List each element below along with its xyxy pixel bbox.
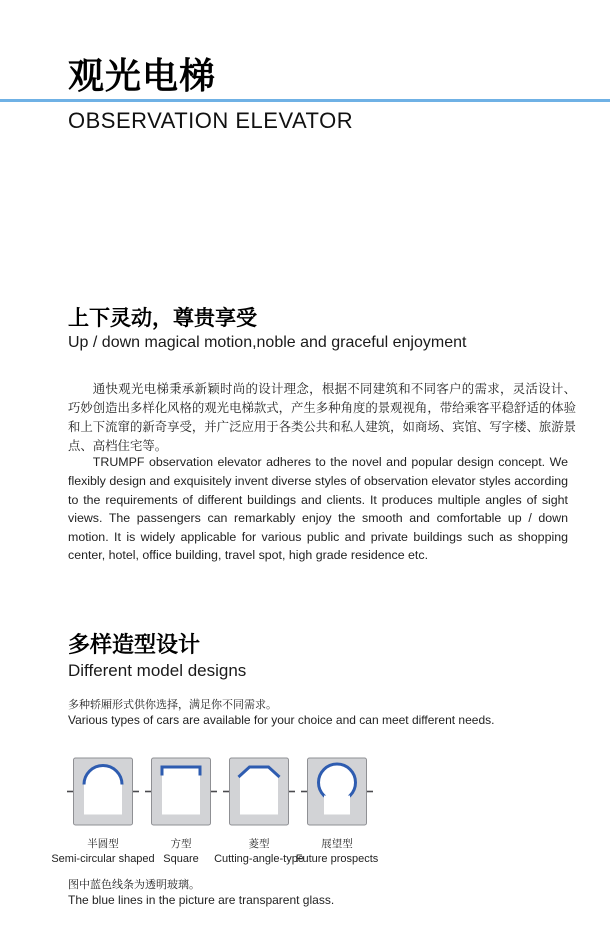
motion-paragraph-zh: 通快观光电梯秉承新颖时尚的设计理念，根据不同建筑和不同客户的需求，灵活设计、巧妙创造出多样化风格的观光电梯款式，产生多种角度的景观视角，带给乘客平稳舒适的体验和上下流窜的新奇享受，并广泛应用于各类公共和私人建筑，如商场、宾馆、写字楼、旅游景点、高档住宅等。 xyxy=(68,382,577,454)
model-label-en: Cutting-angle-type xyxy=(214,853,304,865)
square-car-diagram-icon xyxy=(145,757,217,826)
glass-note-zh: 图中蓝色线条为透明玻璃。 xyxy=(68,879,200,891)
model-label-zh: 方型 xyxy=(170,838,192,850)
designs-intro-zh: 多种轿厢形式供你选择，满足你不同需求。 xyxy=(68,699,277,711)
model-label-en: Future prospects xyxy=(295,853,379,865)
model-label-zh: 展望型 xyxy=(321,838,353,850)
page-title-english: OBSERVATION ELEVATOR xyxy=(68,108,354,133)
designs-section-heading-en: Different model designs xyxy=(68,661,247,680)
glass-note-en: The blue lines in the picture are transparent glass. xyxy=(68,893,335,907)
header-divider-line xyxy=(0,99,610,102)
cutting-angle-car-diagram-icon xyxy=(223,757,295,826)
model-semi-circular xyxy=(51,757,155,865)
semi-circular-car-diagram-icon xyxy=(67,757,139,826)
model-label-zh: 菱型 xyxy=(248,838,270,850)
motion-section-heading-en: Up / down magical motion,noble and graceful enjoyment xyxy=(68,334,467,351)
model-future-prospects xyxy=(295,757,379,865)
model-label-en: Semi-circular shaped xyxy=(51,853,155,865)
model-label-en: Square xyxy=(163,853,199,865)
motion-paragraph-en: TRUMPF observation elevator adheres to the novel and popular design concept. We flexibly design and exquisitely invent diverse styles of observation elevator styles according to the requirements of different buildings and clients. It produces multiple angles of sight views. The passengers can remarkably enjoy the smooth and comfortable up / down motion. It is widely applicable for various public and private buildings such as shopping center, hotel, office building, travel spot, high grade residence etc. xyxy=(68,455,568,563)
future-prospects-car-diagram-icon xyxy=(301,757,373,826)
model-label-zh: 半圆型 xyxy=(87,838,119,850)
designs-section-heading-zh: 多样造型设计 xyxy=(68,632,201,657)
page-title-chinese: 观光电梯 xyxy=(68,55,217,96)
model-square xyxy=(142,757,220,865)
model-cutting-angle xyxy=(214,757,304,865)
car-model-diagrams xyxy=(51,757,394,865)
designs-intro-en: Various types of cars are available for your choice and can meet different needs. xyxy=(68,713,495,727)
motion-section-heading-zh: 上下灵动，尊贵享受 xyxy=(68,307,257,330)
